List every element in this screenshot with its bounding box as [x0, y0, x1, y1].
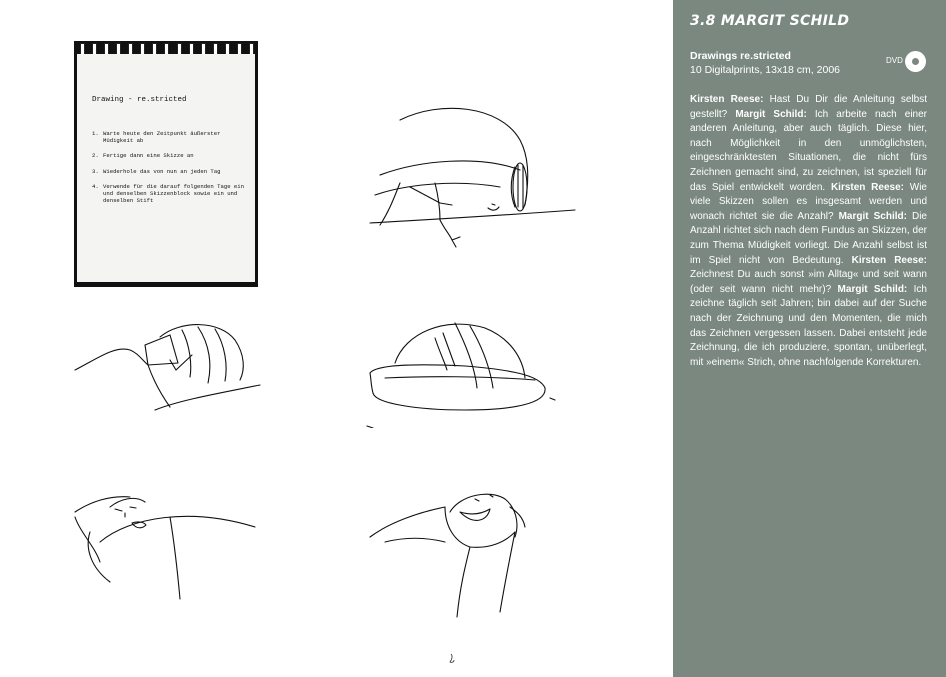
interview-line: Wie viele Skizzen sollen es insgesamt werden und wonach richtet sie die Anzahl?: [690, 181, 927, 222]
work-title: Drawings re.stricted: [690, 50, 791, 62]
work-subtitle: 10 Digitalprints, 13x18 cm, 2006: [690, 64, 840, 76]
section-heading: 3.8 MARGIT SCHILD: [690, 13, 850, 29]
instruction-item: [92, 168, 252, 175]
notepad-image: [74, 41, 258, 287]
instruction-number: 3.: [92, 167, 99, 175]
notepad-paper: [77, 54, 255, 282]
instruction-item: [92, 130, 252, 144]
sketch-face-blanket: [70, 487, 260, 602]
disc-icon: [905, 51, 926, 72]
speaker-name: Kirsten Reese:: [830, 181, 904, 193]
interview-line: Hast Du Dir die Anleitung selbst gestellt?: [690, 94, 928, 120]
speaker-name: Kirsten Reese:: [690, 94, 764, 105]
sketch-figure-on-table: [360, 95, 580, 260]
speaker-name: Margit Schild:: [837, 283, 908, 295]
instruction-item: [92, 183, 252, 205]
instruction-number: 4.: [92, 182, 99, 190]
info-panel: [673, 0, 946, 677]
sketch-open-mouth: [365, 487, 565, 622]
interview-line: Zeichnest Du auch sonst »im Alltag« und seit wann (oder seit wann nicht mehr)?: [690, 269, 927, 295]
speaker-name: Kirsten Reese:: [851, 254, 927, 266]
instruction-text: Fertige dann eine Skizze an: [103, 152, 194, 160]
page-mark: [447, 653, 457, 665]
instruction-number: 2.: [92, 152, 99, 160]
instruction-number: 1.: [92, 130, 99, 137]
sketch-dome-pillow: [365, 318, 565, 428]
interview-line: Ich arbeite nach einer anderen Anleitung, aber auch täglich. Diese hier, nach Möglichkeit in den unmöglichsten, eingeschränktesten Situationen, die nicht fürs Zeichnen gemacht sind, zu zeichnen, ist speziell für das Spiel entwickelt worden.: [690, 108, 927, 193]
interview-text: [690, 93, 927, 370]
interview-line: Ich zeichne täglich seit Jahren; bin dabei auf der Suche nach der Zeichnung und den Momenten, die mich das Zeichnen vergessen lassen. Dabei entsteht jede Zeichnung, die ich produziere, spontan, unüberlegt, mit »einem« Strich, ohne nachfolgende Korrekturen.: [690, 283, 927, 368]
instruction-text: Verwende für die darauf folgenden Tage ein und denselben Skizzenblock sowie ein und denselben Stift: [103, 182, 244, 205]
speaker-name: Margit Schild:: [838, 210, 907, 222]
interview-line: Die Anzahl richtet sich nach dem Fundus an Skizzen, der zum Thema Müdigkeit vorliegt. Die Anzahl selbst ist im Spiel nicht von Bedeutung.: [690, 210, 927, 266]
instruction-text: Wiederhole das von nun an jeden Tag: [103, 167, 221, 175]
instruction-item: [92, 152, 252, 159]
notepad-title: Drawing - re.stricted: [92, 96, 187, 104]
instruction-list: [92, 130, 252, 212]
sketch-head-blanket: [70, 315, 265, 415]
instruction-text: Warte heute den Zeitpunkt äußerster Müdigkeit ab: [103, 130, 221, 145]
speaker-name: Margit Schild:: [735, 108, 807, 120]
dvd-label: DVD: [886, 56, 903, 65]
